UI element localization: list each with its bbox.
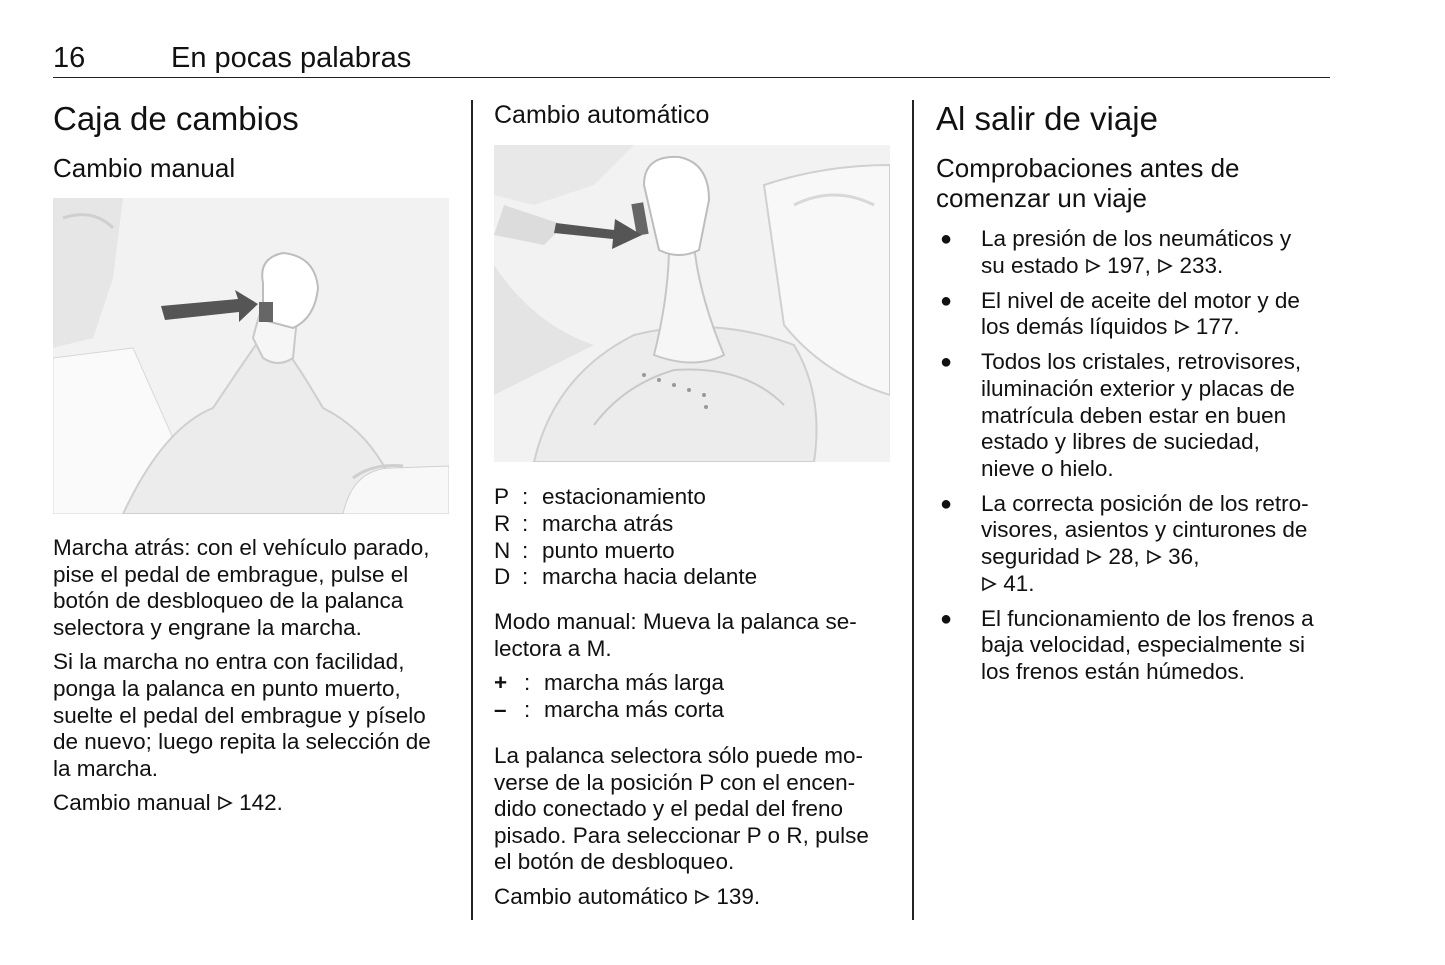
list-item [936, 349, 1332, 482]
reference-page: 36, [1168, 544, 1200, 570]
gear-key-p: P [699, 769, 714, 795]
reference-page: 28, [1108, 544, 1140, 570]
automatic-transmission-reference [494, 884, 890, 911]
heading-before-trip: Al salir de viaje [936, 100, 1158, 137]
legend-text: marcha más corta [544, 697, 725, 723]
reference-page: 197, [1107, 252, 1151, 278]
legend-key: D [494, 564, 511, 590]
list-item-text: matrícula deben estar en buen [981, 402, 1287, 428]
manual-mode-legend [494, 670, 890, 724]
reference-page: 142. [239, 790, 283, 816]
selector-text-f: , pulse [802, 822, 869, 848]
column-gearbox [53, 100, 449, 817]
manual-gearshift-illustration [53, 198, 449, 514]
list-item-text: El funcionamiento de los frenos a [981, 605, 1314, 631]
reverse-gear-instructions: Marcha atrás: con el vehículo parado, pise el pedal de embrague, pulse el botón de desbloqueo de la palanca selectora y engrane la marcha. [53, 535, 430, 640]
gear-key-r: R [786, 822, 803, 848]
gear-key-p-2: P [746, 822, 762, 848]
legend-separator: : [522, 510, 529, 536]
reference-page: 177. [1195, 314, 1240, 340]
legend-row-minus [494, 697, 890, 724]
plus-symbol: + [494, 670, 508, 696]
selector-text-d: dido conectado y el pedal del freno [494, 796, 844, 822]
legend-separator: : [522, 537, 529, 563]
minus-symbol: – [494, 697, 507, 723]
list-item-text: La correcta posición de los retro- [981, 490, 1309, 516]
list-item [936, 491, 1332, 597]
list-item-text: El nivel de aceite del motor y de [981, 287, 1300, 313]
selector-text-o: o [767, 822, 781, 848]
bullet-icon: ● [940, 228, 953, 250]
reference-label: Cambio automático [494, 883, 688, 909]
gear-engagement-tip: Si la marcha no entra con facilidad, ponga la palanca en punto muerto, suelte el pedal del embrague y píselo de nuevo; luego repita la selección de la marcha. [53, 649, 431, 781]
column-divider-1 [471, 100, 473, 920]
list-item-text: La presión de los neumáticos y [981, 226, 1292, 251]
pre-trip-checks-line2: comenzar un viaje [936, 183, 1147, 213]
page-reference-arrow-icon [981, 575, 997, 593]
selector-text-a: La palanca selectora sólo puede mo- [494, 742, 863, 768]
legend-row-plus [494, 670, 890, 697]
manual-mode-description [494, 609, 890, 662]
legend-separator: : [522, 484, 529, 509]
list-item-text: nieve o hielo. [981, 455, 1114, 481]
list-item-text: los demás líquidos [981, 314, 1168, 340]
list-item-text: visores, asientos y cinturones de [981, 517, 1308, 543]
selector-text-e: pisado. Para seleccionar [494, 822, 741, 848]
page-reference-arrow-icon [1157, 257, 1173, 275]
manual-mode-end: . [605, 635, 612, 661]
reference-page: 233. [1179, 252, 1224, 278]
legend-row-n [494, 538, 890, 565]
list-item-text: iluminación exterior y placas de [981, 375, 1295, 401]
bullet-icon: ● [940, 289, 953, 312]
column-automatic [494, 100, 890, 911]
page-reference-arrow-icon [217, 794, 233, 812]
automatic-gearshift-illustration [494, 145, 890, 462]
legend-separator: : [524, 697, 531, 723]
running-section-title: En pocas palabras [171, 42, 412, 74]
list-item [936, 226, 1332, 279]
column-divider-2 [912, 100, 914, 920]
legend-text: marcha más larga [544, 670, 725, 696]
selector-text-c: con el encen- [720, 769, 856, 795]
legend-row-r [494, 511, 890, 538]
bullet-icon: ● [940, 607, 953, 630]
list-item-text: su estado [981, 252, 1079, 278]
legend-text: marcha atrás [542, 510, 674, 536]
legend-key: R [494, 510, 511, 536]
list-item [936, 288, 1332, 341]
legend-key: P [494, 484, 510, 509]
selector-text-g: el botón de desbloqueo. [494, 849, 735, 875]
list-item-text: Todos los cristales, retrovisores, [981, 349, 1302, 375]
gear-position-legend [494, 484, 890, 591]
list-item-text: los frenos están húmedos. [981, 658, 1245, 684]
legend-row-p [494, 484, 890, 511]
legend-text: marcha hacia delante [542, 564, 758, 590]
heading-automatic-transmission: Cambio automático [494, 101, 710, 129]
bullet-icon: ● [940, 351, 953, 374]
pre-trip-checklist [936, 226, 1332, 686]
legend-separator: : [522, 564, 529, 590]
selector-text-b: verse de la posición [494, 769, 693, 795]
page-reference-arrow-icon [1174, 318, 1190, 336]
page-reference-arrow-icon [694, 888, 710, 906]
legend-text: punto muerto [542, 537, 675, 563]
manual-mode-key: M [586, 635, 606, 661]
manual-transmission-reference [53, 790, 449, 817]
legend-key: N [494, 537, 511, 563]
list-item [936, 606, 1332, 686]
list-item-text: estado y libres de suciedad, [981, 429, 1260, 455]
legend-separator: : [524, 670, 531, 696]
column-before-trip [936, 100, 1332, 694]
reference-page: 139. [716, 883, 761, 909]
page-reference-arrow-icon [1085, 257, 1101, 275]
page-reference-arrow-icon [1146, 548, 1162, 566]
selector-lever-description [494, 743, 890, 876]
reference-label: Cambio manual [53, 790, 211, 816]
page-header [53, 42, 1330, 78]
legend-text: estacionamiento [542, 484, 706, 509]
pre-trip-checks-line1: Comprobaciones antes de [936, 153, 1240, 183]
list-item-text: seguridad [981, 544, 1080, 570]
legend-row-d [494, 564, 890, 591]
heading-pre-trip-checks [936, 153, 1332, 213]
heading-gearbox: Caja de cambios [53, 100, 299, 137]
page-number: 16 [53, 42, 86, 74]
heading-manual-transmission: Cambio manual [53, 153, 236, 183]
reference-page: 41. [1003, 570, 1035, 596]
manual-mode-text-a: Modo manual: Mueva la palanca se- [494, 609, 857, 635]
list-item-text: baja velocidad, especialmente si [981, 632, 1305, 658]
bullet-icon: ● [940, 492, 953, 515]
page-reference-arrow-icon [1086, 548, 1102, 566]
manual-mode-text-b: lectora a [494, 635, 581, 661]
